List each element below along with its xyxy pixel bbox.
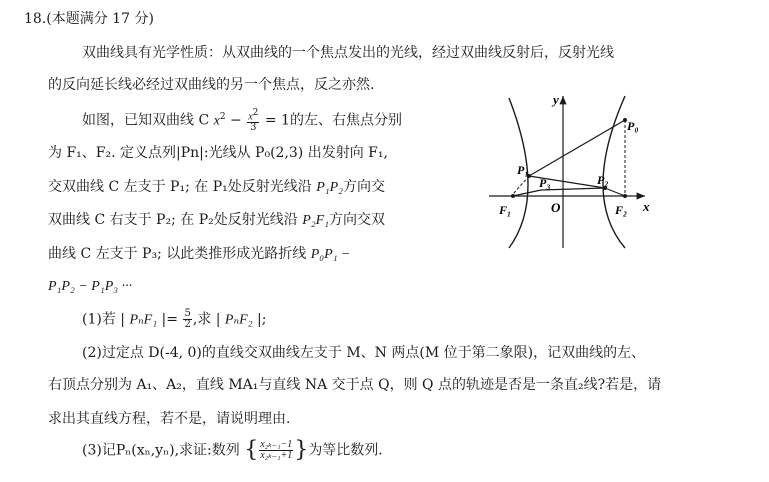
setup-line-6: P₁P₂ − P₁P₃ ··· [48,279,133,294]
question-2-line-2: 右顶点分别为 A₁、A₂，直线 MA₁与直线 NA 交于点 Q，则 Q 点的轨迹是否是一条直₂线?若是，请 [48,377,662,393]
label-p1: P₁ [517,163,529,177]
question-3: (3)记Pₙ(xₙ,yₙ),求证:数列 { $\frac{\text{x₂ₖ₋₁−1}}{\text{x₂ₖ₋₁+1}}$ }为等比数列. [82,437,383,463]
question-2-line-1: (2)过定点 D(-4, 0)的直线交双曲线左支于 M、N 两点(M 位于第二象限)，记双曲线的左、 [82,345,646,361]
question-2-line-3: 求出其直线方程，若不是，请说明理由. [48,411,291,427]
label-p2: P₂ [597,173,609,187]
setup-text: 如图，已知双曲线 C [82,112,214,129]
equation-x: x [213,113,220,129]
question-1: (1)若 | PₙF₁ |= $\frac{5}{2}$ ,求 | PₙF₂ |; [82,308,267,330]
label-f2: F₂ [615,203,628,217]
equation-fraction: $\frac{x^2}{3}$ [248,107,259,134]
label-p0: P₀ [627,119,639,133]
intro-line-1: 双曲线具有光学性质：从双曲线的一个焦点发出的光线，经过双曲线反射后，反射光线 [82,45,614,61]
ray-p0-p1 [529,120,625,176]
point-f1 [511,194,515,198]
label-p3: P₃ [539,176,551,190]
intro-line-2: 的反向延长线必经过双曲线的另一个焦点，反之亦然. [48,77,375,93]
ray-p2-f2 [605,188,625,196]
setup-line-2: 为 F₁、F₂. 定义点列|Pn|:光线从 P₀(2,3) 出发射向 F₁, [48,145,388,161]
problem-header: 18.(本题满分 17 分) [24,11,154,27]
ray-p1-f1-ext [513,176,529,194]
equation-eq: = 1 [264,112,290,129]
label-o: O [551,200,561,215]
setup-line-4: 双曲线 C 右支于 P₂; 在 P₂处反射光线沿 P₂F₁方向交双 [48,212,386,228]
ray-p2-p3 [541,188,605,190]
right-branch [603,96,628,248]
setup-text: 的左、右焦点分别 [289,112,402,129]
label-f1: F₁ [499,203,512,217]
q1-fraction: $\frac{5}{2}$ [184,308,191,330]
equation-minus: − [230,112,242,129]
setup-line-3: 交双曲线 C 左支于 P₁; 在 P₁处反射光线沿 P₁P₂方向交 [48,179,386,195]
label-x: x [643,199,650,214]
label-y: y [553,92,559,107]
point-f2 [623,194,627,198]
q3-fraction: $\frac{\text{x₂ₖ₋₁−1}}{\text{x₂ₖ₋₁+1}}$ [260,439,293,461]
hyperbola-figure [485,90,655,252]
setup-line-5: 曲线 C 左支于 P₃; 以此类推形成光路折线 P₀P₁ − [48,246,351,262]
setup-line-1: 如图，已知双曲线 C $x^2$ − $\frac{x^2}{3}$ = 1的左、右焦点分别 [82,107,402,134]
